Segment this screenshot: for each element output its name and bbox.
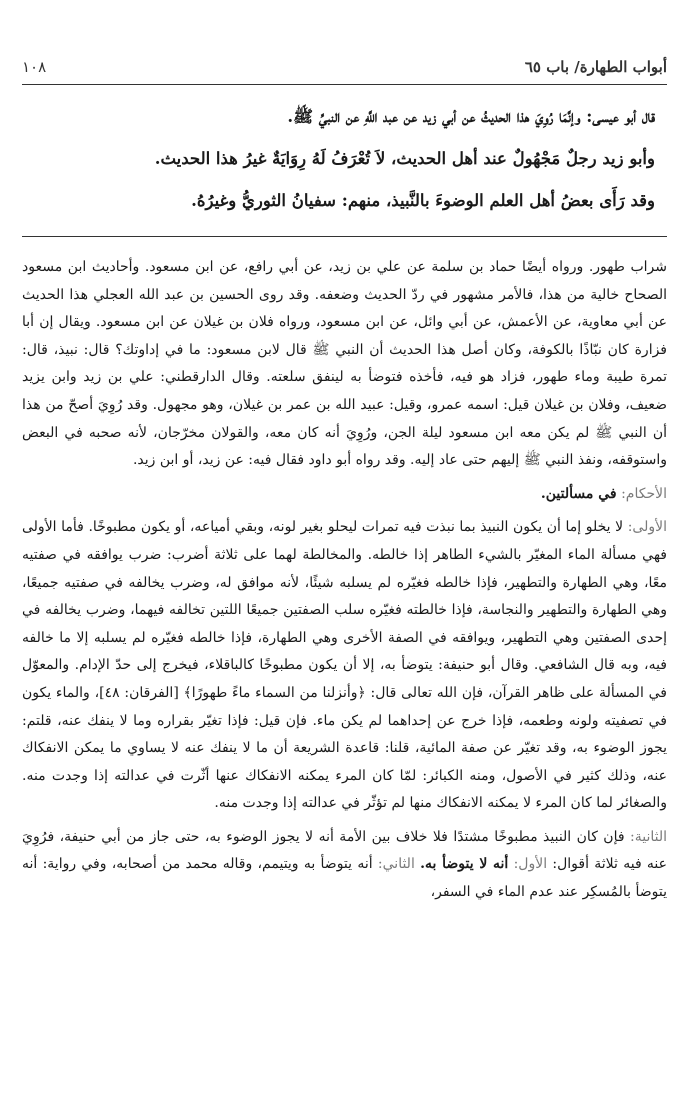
section-divider — [22, 236, 667, 237]
main-line: وقد رَأَى بعضُ أهل العلم الوضوءَ بالنَّبيذ، منهم: سفيانُ الثوريُّ وغيرُهُ. — [191, 191, 655, 210]
opinion-two-label: الثاني: — [377, 856, 415, 873]
ahkam-text: في مسألتين. — [540, 485, 617, 502]
first-issue-paragraph — [22, 514, 667, 818]
second-issue-text: فإن كان النبيذ مطبوخًا مشتدًا فلا خلاف بين الأمة أنه لا يجوز الوضوء به، حتى جاز من أبي حنيفة، فرُوِيَ عنه فيه ثلاثة أقوال: — [22, 828, 668, 873]
page-number: ١٠٨ — [22, 58, 47, 76]
page-header — [22, 58, 667, 85]
main-text — [34, 96, 655, 222]
opinion-one-label: الأول: — [513, 856, 548, 873]
ahkam-paragraph — [22, 481, 667, 509]
ahkam-label: الأحكام: — [621, 485, 667, 502]
first-issue-label: الأولى: — [627, 519, 667, 536]
commentary-paragraph: شراب طهور. ورواه أيضًا حماد بن سلمة عن علي بن زيد، عن أبي رافع، عن ابن مسعود. وأحاديث ابن مسعود الصحاح خالية من هذا، فالأمر مشهور في ردّ الحديث وضعفه. وقد روى الحسين بن عبد الله العجلي هذا الحديث عن أبي معاوية، عن الأعمش، عن أبي وائل، عن ابن مسعود، ورواه فلان بن غيلان عن ابن مسعود. ويقال إن أبا فزارة كان نبّاذًا بالكوفة، وكان أصل هذا الحديث أن النبي ﷺ قال لابن مسعود: ما في إداوتك؟ قال: نبيذ، قال: تمرة طيبة وماء طهور، فزاد هو فيه، فأخذه فتوضأ به لينفق سلعته. وقال الدارقطني: علي بن زيد وابن يزيد ضعيف، وفلان بن غيلان قيل: اسمه عمرو، وقيل: عبيد الله بن عمر بن غيلان، وهو مجهول. وقد رُوِيَ أصحّ من هذا أن النبي ﷺ لم يكن معه ابن مسعود ليلة الجن، ورُوِيَ أنه كان معه، والقولان مخرّجان، لأنه صحبه في البعض واستوقفه، ونفذ النبي ﷺ إليهم حتى عاد إليه. وقد رواه أبو داود فقال فيه: عن زيد، أو ابن زيد. — [22, 259, 668, 469]
commentary — [22, 254, 667, 907]
opinion-two-text: أنه يتوضأ به ويتيمم، وقاله محمد من أصحابه، وفي رواية: أنه يتوضأ بالمُسكِر عند عدم الماء في السفر، — [22, 856, 667, 901]
main-line: وأبو زيد رجلٌ مَجْهُولٌ عند أهل الحديث، لاَ تُعْرَفُ لَهُ رِوَايَةٌ غيرُ هذا الحديث. — [154, 149, 655, 168]
chapter-title: أبواب الطهارة/ باب ٦٥ — [524, 58, 667, 76]
second-issue-paragraph — [22, 824, 667, 907]
second-issue-label: الثانية: — [630, 828, 667, 845]
opinion-one-text: أنه لا يتوضأ به. — [420, 856, 509, 873]
first-issue-text: لا يخلو إما أن يكون النبيذ بما نبذت فيه تمرات ليحلو بغير لونه، وبقي أمياعه، أو يكون مطبوخًا. فأما الأولى فهي مسألة الماء المغيّر بالشيء الطاهر إذا خالطه. والمخالطة لهما على ثلاثة أضرب: ضرب يوافقه في صفتيه معًا، وهي الطهارة والتطهير، فإذا خالطه فغيّره لم يسلبه شيئًا، لأنه موافق له، وضرب يخالفه في صفتيه جميعًا، وهي الطهارة والتطهير والنجاسة، فإذا خالطته فغيّره سلب الصفتين جميعًا اللتين تخالفه فيهما، وضرب يخالفه في إحدى الصفتين وهي التطهير، ويوافقه في الصفة الأخرى وهي الطهارة، فإذا خالطه فغيّره لم يسلبه إلا ما خالفه فيه، وبه قال الشافعي. وقال أبو حنيفة: يتوضأ به، إلا أن يكون مطبوخًا كالباقلاء، فيخرج إلى حدّ الإدام. والمعوّل في المسألة على ظاهر القرآن، فإن الله تعالى قال: ﴿وأنزلنا من السماء ماءً طهورًا﴾ [الفرقان: ٤٨]، والماء يكون في تصفيته ولونه وطعمه، فإذا خرج عن إحداهما لم يكن ماء. فإن قيل: فإذا تغيّر بقراره وما لا ينفك عنه، قلتم: يجوز الوضوء به، وقد تغيّر عن صفة المائية، قلنا: قاعدة الشريعة أن ما لا ينفك عنه لا يساوي ما يمكن الانفكاك عنه، وذلك كثير في الأصول، ومنه الكبائر: لمّا كان المرء يمكنه الانفكاك عنها أثّرت في عدالته إذا وجدت منه. والصغائر لما كان المرء لا يمكنه الانفكاك منها لم تؤثّر في عدالته إذا وجدت منه. — [22, 519, 667, 812]
main-line: قال أبو عيسى: وإنَّمَا رُوِيَ هذا الحديثُ عن أبي زيد عن عبد اللَّهِ عن النبيِّ ﷺ. — [287, 107, 655, 126]
